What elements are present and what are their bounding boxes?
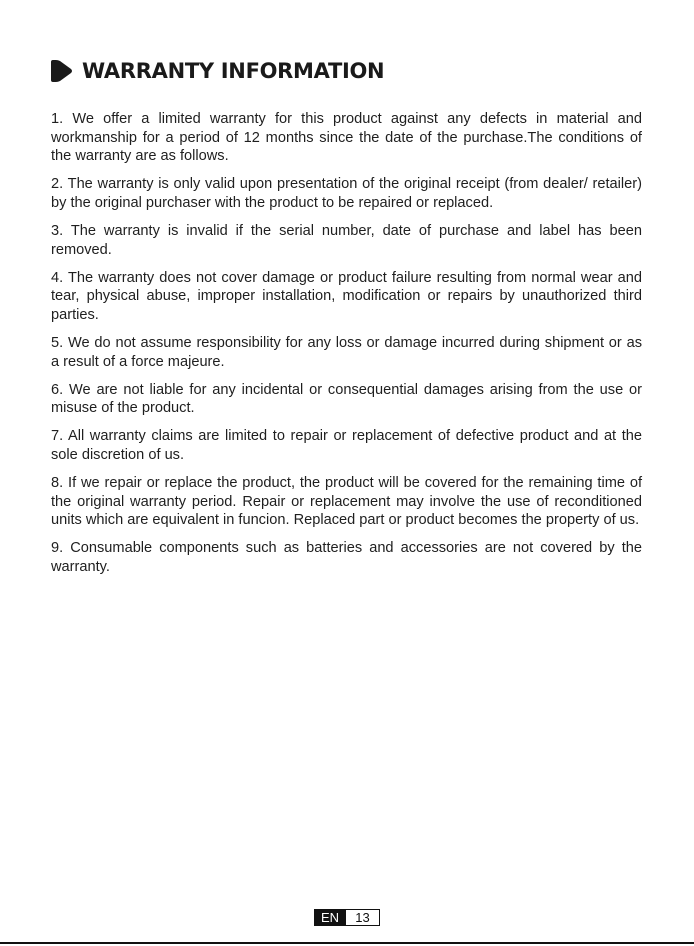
warranty-clause-9: 9. Consumable components such as batteries and accessories are not covered by the warranty. [51, 540, 642, 575]
page-title: WARRANTY INFORMATION [82, 59, 385, 83]
warranty-clauses [51, 110, 642, 586]
bottom-divider [0, 942, 694, 944]
page-number: 13 [346, 909, 380, 926]
warranty-clause-6: 6. We are not liable for any incidental or consequential damages arising from the use or misuse of the product. [51, 381, 642, 417]
section-heading [50, 56, 384, 86]
play-arrow-icon [50, 59, 73, 83]
warranty-clause-5: 5. We do not assume responsibility for any loss or damage incurred during shipment or as a result of a force majeure. [51, 334, 642, 370]
warranty-clause-8: 8. If we repair or replace the product, the product will be covered for the remaining time of the original warranty period. Repair or replacement may involve the use of reconditioned units which are equivalent in funcion. Replaced part or product becomes the property of us. [51, 475, 642, 529]
warranty-clause-3: 3. The warranty is invalid if the serial number, date of purchase and label has been removed. [51, 222, 642, 258]
warranty-clause-7: 7. All warranty claims are limited to repair or replacement of defective product and at the sole discretion of us. [51, 428, 642, 463]
warranty-clause-1: 1. We offer a limited warranty for this product against any defects in material and workmanship for a period of 12 months since the date of the purchase.The conditions of the warranty are as follows. [51, 111, 642, 165]
warranty-clause-4: 4. The warranty does not cover damage or product failure resulting from normal wear and tear, physical abuse, improper installation, modification or repairs by unauthorized third parties. [51, 269, 642, 323]
warranty-clause-2: 2. The warranty is only valid upon presentation of the original receipt (from dealer/ retailer) by the original purchaser with the product to be repaired or replaced. [51, 176, 642, 211]
language-badge: EN [314, 909, 346, 926]
page-footer [314, 909, 380, 926]
